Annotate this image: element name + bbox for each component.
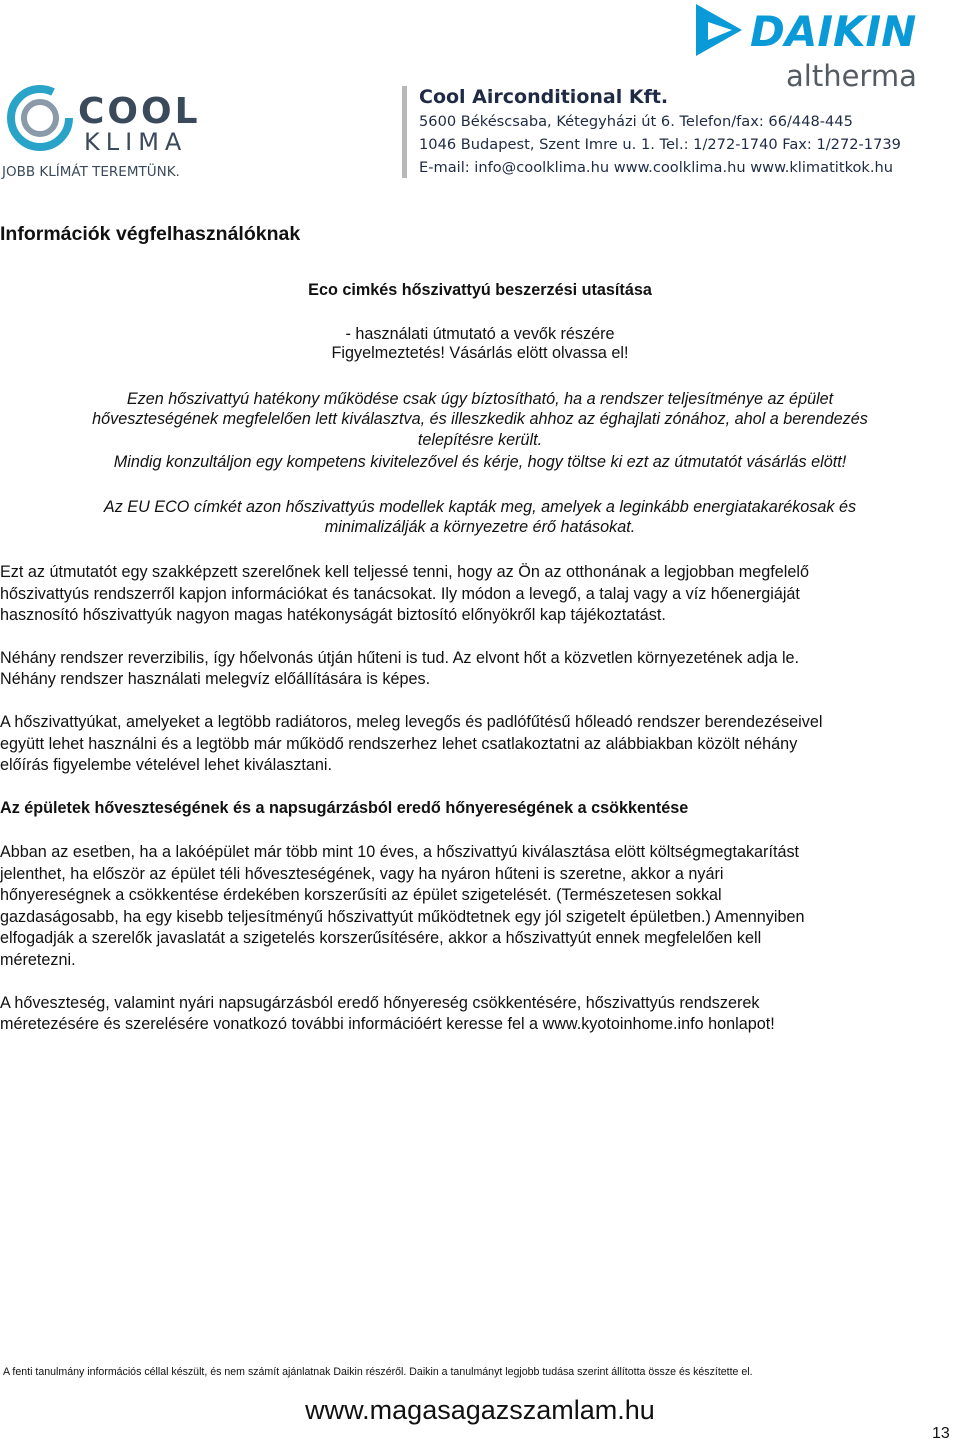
- intro-italic-line: Mindig konzultáljon egy kompetens kivitelezővel és kérje, hogy töltse ki ezt az útmutatót vásárlás elött!: [113, 453, 847, 471]
- cool-klima-logo-graphic: [0, 84, 270, 184]
- paragraph-line: méretezésére és szerelésére vonatkozó további információért keresse fel a www.kyotoinhome.info honlapot!: [0, 1015, 775, 1033]
- paragraph-line: A hőszivattyúkat, amelyeket a legtöbb radiátoros, meleg levegős és padlófűtésű hőleadó rendszer berendezéseivel: [0, 713, 823, 731]
- eco-label-italic-line: minimalizálják a környezetre érő hatásokat.: [324, 518, 636, 536]
- paragraph-line: hőszivattyús rendszerről kapjon információkat és tanácsokat. Ily módon a levegő, a talaj vagy a víz hőenergiáját: [0, 585, 800, 603]
- paragraph-line: együtt lehet használni és a legtöbb már működő rendszerhez lehet csatlakoztatni az alábbiakban közölt néhány: [0, 735, 798, 753]
- paragraph-line: hasznosító hőszivattyúk nagyon magas hatékonyságát biztosító előnyökről kap tájékoztatást.: [0, 606, 666, 624]
- company-divider: [402, 86, 407, 178]
- daikin-logo-graphic: [690, 0, 960, 95]
- paragraph-line: Néhány rendszer reverzibilis, így hőelvonás útján hűteni is tud. Az elvont hőt a közvetlen környezetének adja le.: [0, 649, 800, 667]
- cool-word: COOL: [78, 91, 201, 132]
- intro-italic-line: hőveszteségének megfelelően lett kiválasztva, és illeszkedik ahhoz az éghajlati zónához, ahol a berendezés: [92, 410, 868, 428]
- company-email-line: E-mail: info@coolklima.hu www.coolklima.hu www.klimatitkok.hu: [419, 159, 894, 176]
- page-title: Információk végfelhasználóknak: [0, 223, 301, 245]
- intro-italic-line: telepítésre került.: [417, 431, 543, 449]
- document-subtitle: Eco cimkés hőszivattyú beszerzési utasítása: [308, 281, 652, 299]
- paragraph-line: jelenthet, ha először az épület téli hőveszteségének, vagy ha nyáron hűteni is szeretne, akkor a nyári: [0, 865, 724, 883]
- daikin-word: DAIKIN: [750, 7, 917, 56]
- paragraph-line: Néhány rendszer használati melegvíz előállítására is képes.: [0, 670, 431, 688]
- footer-disclaimer: A fenti tanulmány információs céllal készült, és nem számít ajánlatnak Daikin részéről. Daikin a tanulmányt legjobb tudása szerint állította össze és készítette el.: [3, 1366, 753, 1378]
- cool-klima-logo: [0, 84, 270, 184]
- company-budapest-line: 1046 Budapest, Szent Imre u. 1. Tel.: 1/272-1740 Fax: 1/272-1739: [419, 136, 901, 153]
- altherma-word: altherma: [786, 59, 917, 93]
- paragraph-line: elfogadják a szerelők javaslatát a szigetelés korszerűsítésére, akkor a hőszivattyút ennek megfelelően kell: [0, 929, 762, 947]
- company-address-line: 5600 Békéscsaba, Kétegyházi út 6. Telefon/fax: 66/448-445: [419, 113, 853, 130]
- usage-note: - használati útmutató a vevők részére: [345, 325, 615, 343]
- klima-word: KLIMA: [84, 128, 188, 156]
- eco-label-italic-line: Az EU ECO címkét azon hőszivattyús modellek kapták meg, amelyek a leginkább energiatakarékosak és: [103, 498, 857, 516]
- company-name: Cool Airconditional Kft.: [419, 86, 669, 108]
- daikin-altherma-logo: [690, 0, 960, 95]
- section-heading: Az épületek hőveszteségének és a napsugárzásból eredő hőnyereségének a csökkentése: [0, 799, 689, 817]
- company-info: [402, 86, 960, 181]
- paragraph-line: méretezni.: [0, 951, 76, 969]
- intro-italic-line: Ezen hőszivattyú hatékony működése csak úgy bíztosítható, ha a rendszer teljesítménye az épület: [126, 390, 834, 408]
- footer-url-link[interactable]: www.magasagazszamlam.hu: [305, 1395, 655, 1425]
- page-number: 13: [932, 1425, 950, 1442]
- warning-note: Figyelmeztetés! Vásárlás elött olvassa el!: [331, 344, 629, 362]
- paragraph-line: Abban az esetben, ha a lakóépület már több mint 10 éves, a hőszivattyú kiválasztása elött költségmegtakarítást: [0, 843, 800, 861]
- paragraph-line: Ezt az útmutatót egy szakképzett szerelőnek kell teljessé tenni, hogy az Ön az otthonának a legjobban megfelelő: [0, 563, 809, 581]
- paragraph-line: A hőveszteség, valamint nyári napsugárzásból eredő hőnyereség csökkentésére, hőszivattyús rendszerek: [0, 994, 760, 1012]
- paragraph-line: előírás figyelembe vételével lehet kiválasztani.: [0, 756, 333, 774]
- paragraph-line: hőnyereségnek a csökkentése érdekében korszerűsíti az épület szigetelését. (Természetesen sokkal: [0, 886, 722, 904]
- cool-tagline: JOBB KLÍMÁT TEREMTÜNK.: [2, 164, 180, 180]
- paragraph-line: gazdaságosabb, ha egy kisebb teljesítményű hőszivattyút működtetnek egy jól szigetelt épületben.) Amennyiben: [0, 908, 805, 926]
